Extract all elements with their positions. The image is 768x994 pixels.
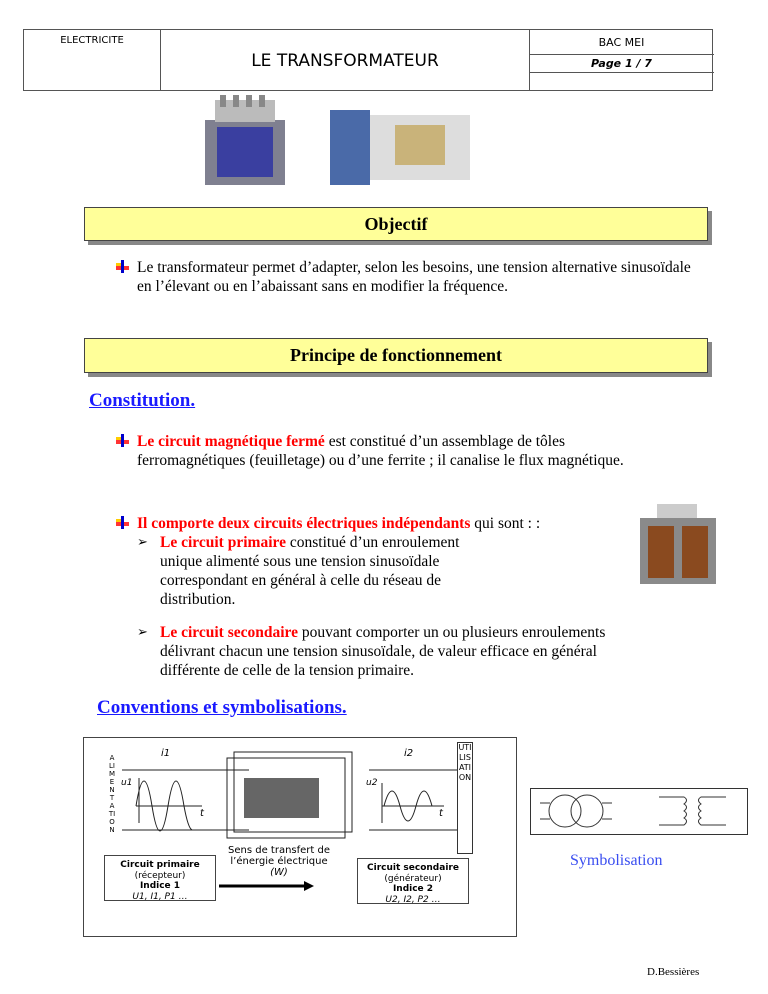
paragraph-circuit-magnetique	[137, 432, 637, 470]
transformer-photo	[195, 95, 295, 190]
text: (W)	[270, 867, 288, 878]
class-label: BAC MEI	[529, 30, 714, 55]
text: l’énergie électrique	[230, 856, 328, 867]
text: (récepteur)	[134, 870, 186, 881]
text: (générateur)	[384, 873, 442, 884]
transformer-photo-2	[310, 100, 480, 190]
bullet-icon	[116, 434, 129, 447]
paragraph-circuits	[137, 514, 657, 533]
subject: ELECTRICITE	[24, 30, 161, 90]
i2-label: i2	[404, 748, 414, 759]
transfer-arrow-icon	[84, 738, 518, 938]
section-objectif: Objectif	[84, 207, 708, 241]
highlight: Le circuit secondaire	[160, 624, 299, 641]
text: Circuit secondaire	[367, 863, 459, 873]
symbolisation-caption: Symbolisation	[570, 852, 663, 869]
text: Circuit primaire	[120, 860, 200, 870]
i1-label: i1	[161, 748, 171, 759]
transformer-symbol-icon	[530, 788, 748, 835]
highlight: Le circuit primaire	[160, 534, 286, 551]
primary-box	[104, 855, 216, 901]
text: est constitué d’un assemblage de tôles ferromagnétiques (feuilletage) ou d’une ferrite ; il canalise le flux magnétique.	[137, 433, 624, 469]
section-principe: Principe de fonctionnement	[84, 338, 708, 373]
text: Indice 1	[139, 881, 181, 891]
doc-title: LE TRANSFORMATEUR	[161, 30, 530, 90]
t-label: t	[200, 808, 204, 819]
secondary-box	[357, 858, 469, 904]
author: D.Bessières	[647, 966, 700, 978]
page-number: Page 1 / 7	[529, 55, 714, 73]
t-label-2: t	[439, 808, 443, 819]
arrow-bullet-icon: ➢	[137, 624, 148, 639]
heading-constitution: Constitution.	[89, 390, 196, 411]
sub-primary	[160, 533, 490, 609]
text: Indice 2	[392, 884, 434, 894]
text: qui sont : :	[470, 515, 541, 532]
heading-conventions: Conventions et symbolisations.	[97, 697, 347, 718]
highlight: Le circuit magnétique fermé	[137, 433, 325, 450]
alimentation-label: ALIMENTATION	[108, 754, 116, 834]
header-table	[23, 29, 713, 91]
transformer-diagram	[83, 737, 517, 937]
arrow-bullet-icon: ➢	[137, 534, 148, 549]
bullet-icon	[116, 516, 129, 529]
bullet-icon	[116, 260, 129, 273]
text: constitué d’un enroulement unique alimenté sous une tension sinusoïdale correspondant en général à celle du réseau de distribution.	[160, 534, 460, 608]
highlight: Il comporte deux circuits électriques indépendants	[137, 515, 471, 532]
u2-label: u2	[366, 778, 378, 788]
utilisation-label: UTILISATION	[457, 742, 473, 854]
sub-secondary	[160, 623, 660, 680]
u1-label: u1	[121, 778, 133, 788]
text: U2, I2, P2 …	[385, 894, 441, 905]
transfer-label	[224, 845, 334, 878]
objectif-text: Le transformateur permet d’adapter, selon les besoins, une tension alternative sinusoïdale en l’élevant ou en l’abaissant sans en modifier la fréquence.	[137, 259, 691, 295]
text: U1, I1, P1 …	[132, 891, 188, 902]
text: Sens de transfert de	[228, 845, 330, 856]
text: pouvant comporter un ou plusieurs enroulements délivrant chacun une tension sinusoïdale, de valeur efficace en général différente de celle de la tension primaire.	[160, 624, 606, 679]
